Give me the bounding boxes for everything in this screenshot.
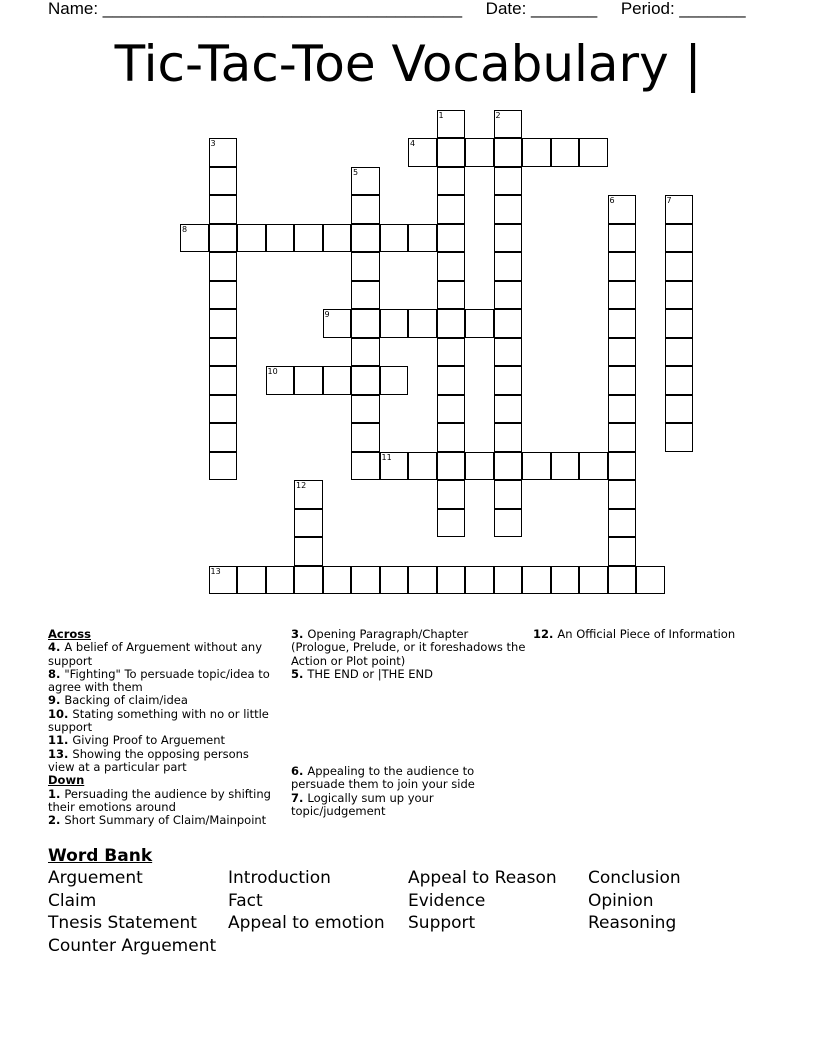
crossword-cell[interactable] (608, 452, 637, 481)
crossword-cell[interactable] (266, 224, 295, 253)
clue-item-number: 2. (48, 813, 65, 828)
crossword-cell[interactable] (608, 195, 637, 224)
crossword-cell[interactable] (494, 423, 523, 452)
crossword-cell[interactable] (494, 395, 523, 424)
crossword-cell[interactable] (266, 366, 295, 395)
crossword-cell[interactable] (608, 309, 637, 338)
word-bank-item: Reasoning (588, 913, 677, 933)
clue-item-number: 10. (48, 706, 73, 721)
crossword-cell[interactable] (323, 224, 352, 253)
clue-number: 10 (267, 367, 278, 376)
clue-item-number: 13. (48, 746, 73, 761)
crossword-cell[interactable] (494, 224, 523, 253)
crossword-cell[interactable] (380, 309, 409, 338)
clues-column-3 (533, 628, 773, 641)
clue-item (48, 748, 278, 775)
crossword-cell[interactable] (380, 366, 409, 395)
crossword-cell[interactable] (209, 566, 238, 595)
crossword-cell[interactable] (494, 338, 523, 367)
clues-column-2 (291, 628, 529, 818)
clue-item (48, 668, 278, 695)
crossword-cell[interactable] (351, 167, 380, 196)
word-bank-item: Conclusion (588, 868, 681, 888)
crossword-cell[interactable] (209, 338, 238, 367)
clue-item-text: Opening Paragraph/Chapter (Prologue, Prelude, or it foreshadows the Action or Plot point) (291, 627, 526, 668)
clue-item-text: Persuading the audience by shifting their emotions around (48, 786, 271, 814)
crossword-cell[interactable] (665, 309, 694, 338)
clue-item-text: Backing of claim/idea (64, 693, 188, 708)
clue-item (291, 792, 529, 819)
clue-number: 5 (353, 167, 359, 177)
crossword-cell[interactable] (494, 366, 523, 395)
clue-item-number: 1. (48, 786, 65, 801)
crossword-cell[interactable] (437, 252, 466, 281)
crossword-cell[interactable] (323, 309, 352, 338)
crossword-cell[interactable] (209, 195, 238, 224)
crossword-cell[interactable] (665, 366, 694, 395)
crossword-cell[interactable] (608, 338, 637, 367)
clue-item-text: Appealing to the audience to persuade them to join your side (291, 764, 475, 792)
crossword-cell[interactable] (551, 452, 580, 481)
crossword-cell[interactable] (351, 309, 380, 338)
clue-item (48, 788, 278, 815)
clue-item-text: An Official Piece of Information (557, 627, 736, 641)
crossword-cell[interactable] (294, 366, 323, 395)
crossword-cell[interactable] (437, 338, 466, 367)
clue-item (291, 628, 529, 668)
crossword-cell[interactable] (494, 309, 523, 338)
clue-number: 11 (381, 452, 392, 462)
crossword-cell[interactable] (380, 224, 409, 253)
crossword-cell[interactable] (437, 395, 466, 424)
clue-item (48, 694, 278, 707)
clue-number: 3 (210, 139, 216, 148)
crossword-cell[interactable] (551, 138, 580, 167)
clue-item (291, 668, 529, 681)
crossword-cell[interactable] (437, 480, 466, 509)
clue-item-number: 9. (48, 693, 65, 708)
crossword-cell[interactable] (209, 366, 238, 395)
crossword-cell[interactable] (294, 566, 323, 595)
word-bank-item: Claim (48, 890, 97, 911)
word-bank-item: Opinion (588, 890, 654, 911)
clue-item-text: Short Summary of Claim/Mainpoint (64, 813, 267, 828)
crossword-cell[interactable] (351, 452, 380, 481)
crossword-cell[interactable] (351, 252, 380, 281)
clue-item-text: THE END or |THE END (307, 666, 433, 681)
crossword-cell[interactable] (494, 252, 523, 281)
crossword-cell[interactable] (351, 566, 380, 595)
crossword-cell[interactable] (579, 452, 608, 481)
crossword-cell[interactable] (237, 566, 266, 595)
crossword-cell[interactable] (294, 509, 323, 538)
crossword-cell[interactable] (437, 309, 466, 338)
clue-item-text: Giving Proof to Arguement (72, 733, 226, 748)
crossword-cell[interactable] (323, 366, 352, 395)
crossword-cell[interactable] (294, 537, 323, 566)
clue-number: 2 (495, 110, 501, 120)
crossword-cell[interactable] (608, 252, 637, 281)
clue-item-number: 3. (291, 627, 308, 641)
crossword-cell[interactable] (351, 395, 380, 424)
crossword-cell[interactable] (437, 110, 466, 139)
crossword-cell[interactable] (209, 423, 238, 452)
clue-item-number: 5. (291, 666, 308, 681)
clue-item (533, 628, 773, 641)
crossword-cell[interactable] (437, 195, 466, 224)
crossword-cell[interactable] (351, 423, 380, 452)
crossword-cell[interactable] (608, 509, 637, 538)
crossword-cell[interactable] (494, 480, 523, 509)
crossword-cell[interactable] (608, 566, 637, 595)
crossword-cell[interactable] (209, 138, 238, 167)
clue-number: 12 (296, 481, 307, 490)
clue-number: 6 (609, 196, 615, 205)
crossword-cell[interactable] (323, 566, 352, 595)
word-bank-item: Evidence (408, 890, 486, 911)
word-bank (48, 845, 768, 957)
crossword-cell[interactable] (209, 224, 238, 253)
crossword-cell[interactable] (437, 509, 466, 538)
crossword-cell[interactable] (494, 281, 523, 310)
crossword-cell[interactable] (522, 566, 551, 595)
crossword-cell[interactable] (665, 338, 694, 367)
clue-item-number: 11. (48, 733, 73, 748)
clue-item-number: 4. (48, 640, 65, 655)
crossword-cell[interactable] (494, 452, 523, 481)
word-bank-item: Appeal to Reason (408, 868, 557, 888)
word-bank-item: Support (408, 913, 476, 933)
clue-number: 9 (324, 310, 330, 319)
crossword-cell[interactable] (237, 224, 266, 253)
crossword-cell[interactable] (437, 366, 466, 395)
crossword-cell[interactable] (608, 423, 637, 452)
clue-number: 8 (182, 224, 188, 234)
clue-item-text: Showing the opposing persons view at a particular part (48, 746, 249, 774)
word-bank-item: Arguement (48, 868, 143, 888)
crossword-cell[interactable] (437, 281, 466, 310)
crossword-cell[interactable] (636, 566, 665, 595)
crossword-cell[interactable] (665, 281, 694, 310)
crossword-cell[interactable] (494, 138, 523, 167)
page-title: Tic-Tac-Toe Vocabulary | (114, 35, 702, 93)
crossword-cell[interactable] (437, 138, 466, 167)
crossword-cell[interactable] (351, 224, 380, 253)
crossword-cell[interactable] (665, 395, 694, 424)
crossword-cell[interactable] (437, 167, 466, 196)
crossword-cell[interactable] (351, 281, 380, 310)
crossword-cell[interactable] (465, 452, 494, 481)
crossword-cell[interactable] (608, 395, 637, 424)
crossword-cell[interactable] (608, 366, 637, 395)
word-bank-item: Tnesis Statement (48, 913, 197, 933)
crossword-cell[interactable] (209, 252, 238, 281)
crossword-cell[interactable] (380, 566, 409, 595)
crossword-cell[interactable] (579, 138, 608, 167)
crossword-cell[interactable] (351, 195, 380, 224)
word-bank-item: Fact (228, 890, 263, 911)
crossword-cell[interactable] (408, 138, 437, 167)
clue-spacer (291, 681, 529, 765)
crossword-cell[interactable] (465, 566, 494, 595)
crossword-cell[interactable] (465, 138, 494, 167)
crossword-cell[interactable] (408, 452, 437, 481)
crossword-cell[interactable] (209, 281, 238, 310)
clue-item-text: "Fighting" To persuade topic/idea to agree with them (48, 666, 270, 695)
crossword-cell[interactable] (408, 224, 437, 253)
crossword-cell[interactable] (209, 309, 238, 338)
crossword-cell[interactable] (608, 480, 637, 509)
crossword-cell[interactable] (209, 167, 238, 196)
crossword-cell[interactable] (608, 281, 637, 310)
crossword-cell[interactable] (380, 452, 409, 481)
clue-item-number: 12. (533, 627, 558, 641)
crossword-cell[interactable] (522, 452, 551, 481)
crossword-cell[interactable] (551, 566, 580, 595)
crossword-cell[interactable] (351, 338, 380, 367)
clue-item (48, 641, 278, 668)
crossword-cell[interactable] (209, 395, 238, 424)
crossword-cell[interactable] (294, 480, 323, 509)
word-bank-item: Appeal to emotion (228, 913, 385, 933)
crossword-cell[interactable] (494, 509, 523, 538)
crossword-cell[interactable] (494, 167, 523, 196)
header-fields: Name: ______________________________________ Date: _______ Period: _______ (48, 0, 746, 18)
clue-item (48, 734, 278, 747)
crossword-cell[interactable] (494, 110, 523, 139)
crossword-cell[interactable] (608, 224, 637, 253)
crossword-cell[interactable] (665, 252, 694, 281)
crossword-cell[interactable] (437, 566, 466, 595)
crossword-cell[interactable] (408, 309, 437, 338)
clue-item (291, 765, 529, 792)
clue-item-number: 8. (48, 666, 65, 681)
clue-number: 7 (666, 196, 672, 205)
clue-item-number: 6. (291, 764, 308, 779)
crossword-cell[interactable] (437, 423, 466, 452)
clue-section-heading: Down (48, 773, 85, 788)
clue-number: 4 (410, 139, 416, 148)
clues-column-1 (48, 628, 278, 827)
clue-item-text: Stating something with no or little support (48, 706, 269, 735)
crossword-cell[interactable] (494, 195, 523, 224)
clue-item (48, 814, 278, 827)
crossword-cell[interactable] (665, 423, 694, 452)
crossword-cell[interactable] (408, 566, 437, 595)
crossword-cell[interactable] (665, 224, 694, 253)
clue-item-text: Logically sum up your topic/judgement (291, 790, 434, 819)
crossword-cell[interactable] (437, 452, 466, 481)
crossword-cell[interactable] (294, 224, 323, 253)
word-bank-item: Counter Arguement (48, 935, 217, 956)
clue-section-heading: Across (48, 627, 91, 641)
crossword-cell[interactable] (351, 366, 380, 395)
clue-item-text: A belief of Arguement without any support (48, 640, 262, 668)
clue-item (48, 708, 278, 735)
crossword-cell[interactable] (266, 566, 295, 595)
crossword-cell[interactable] (465, 309, 494, 338)
word-bank-list (48, 867, 768, 957)
clue-item-number: 7. (291, 790, 308, 805)
crossword-cell[interactable] (180, 224, 209, 253)
crossword-cell[interactable] (665, 195, 694, 224)
clue-number: 13 (210, 566, 221, 576)
crossword-cell[interactable] (522, 138, 551, 167)
word-bank-item: Introduction (228, 868, 331, 888)
crossword-cell[interactable] (494, 566, 523, 595)
crossword-cell[interactable] (579, 566, 608, 595)
word-bank-title: Word Bank (48, 846, 153, 866)
crossword-cell[interactable] (608, 537, 637, 566)
crossword-cell[interactable] (437, 224, 466, 253)
clue-number: 1 (438, 110, 444, 120)
crossword-cell[interactable] (209, 452, 238, 481)
